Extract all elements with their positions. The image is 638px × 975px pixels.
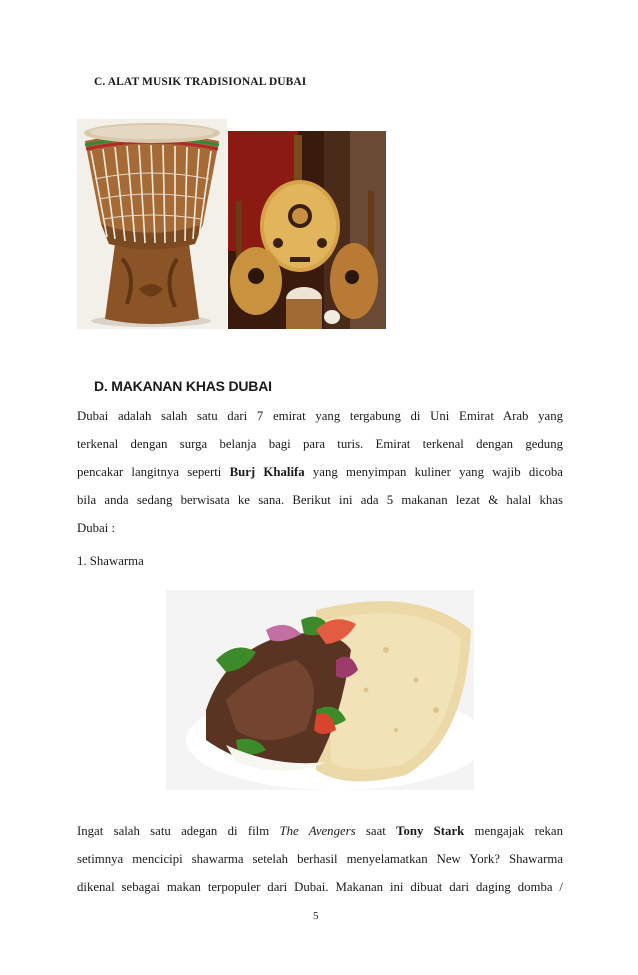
paragraph-line — [77, 845, 563, 873]
paragraph-line — [77, 514, 563, 542]
text-run: setimnya mencicipi shawarma setelah berhasil menyelamatkan New York? Shawarma — [77, 852, 563, 866]
shawarma-paragraph — [77, 817, 563, 901]
intro-paragraph — [77, 402, 563, 542]
paragraph-line — [77, 817, 563, 845]
bold-text: Tony Stark — [396, 824, 465, 838]
text-run: Dubai : — [77, 521, 116, 535]
section-c-heading: C. ALAT MUSIK TRADISIONAL DUBAI — [94, 76, 307, 88]
text-run: yang menyimpan kuliner yang wajib dicoba — [304, 465, 563, 479]
text-run: mengajak rekan — [464, 824, 563, 838]
text-run: terkenal dengan surga belanja bagi para turis. Emirat terkenal dengan gedung — [77, 437, 563, 451]
text-run: pencakar langitnya seperti — [77, 465, 230, 479]
paragraph-line — [77, 873, 563, 901]
bold-text: Burj Khalifa — [229, 465, 305, 479]
text-run: Dubai adalah salah satu dari 7 emirat yang tergabung di Uni Emirat Arab yang — [77, 409, 563, 423]
italic-text: The Avengers — [279, 824, 356, 838]
text-run: bila anda sedang berwisata ke sana. Berikut ini ada 5 makanan lezat & halal khas — [77, 493, 563, 507]
text-run: saat — [355, 824, 397, 838]
lute-instruments-image — [228, 131, 386, 329]
page-number: 5 — [313, 910, 319, 922]
text-run: dikenal sebagai makan terpopuler dari Dubai. Makanan ini dibuat dari daging domba / — [77, 880, 563, 894]
paragraph-line — [77, 430, 563, 458]
text-run: Ingat salah satu adegan di film — [77, 824, 280, 838]
paragraph-line — [77, 458, 563, 486]
section-d-heading: D. MAKANAN KHAS DUBAI — [94, 378, 272, 394]
paragraph-line — [77, 402, 563, 430]
list-item-shawarma: 1. Shawarma — [77, 554, 144, 568]
shawarma-image — [166, 590, 474, 790]
paragraph-line — [77, 486, 563, 514]
drum-image — [77, 119, 227, 329]
